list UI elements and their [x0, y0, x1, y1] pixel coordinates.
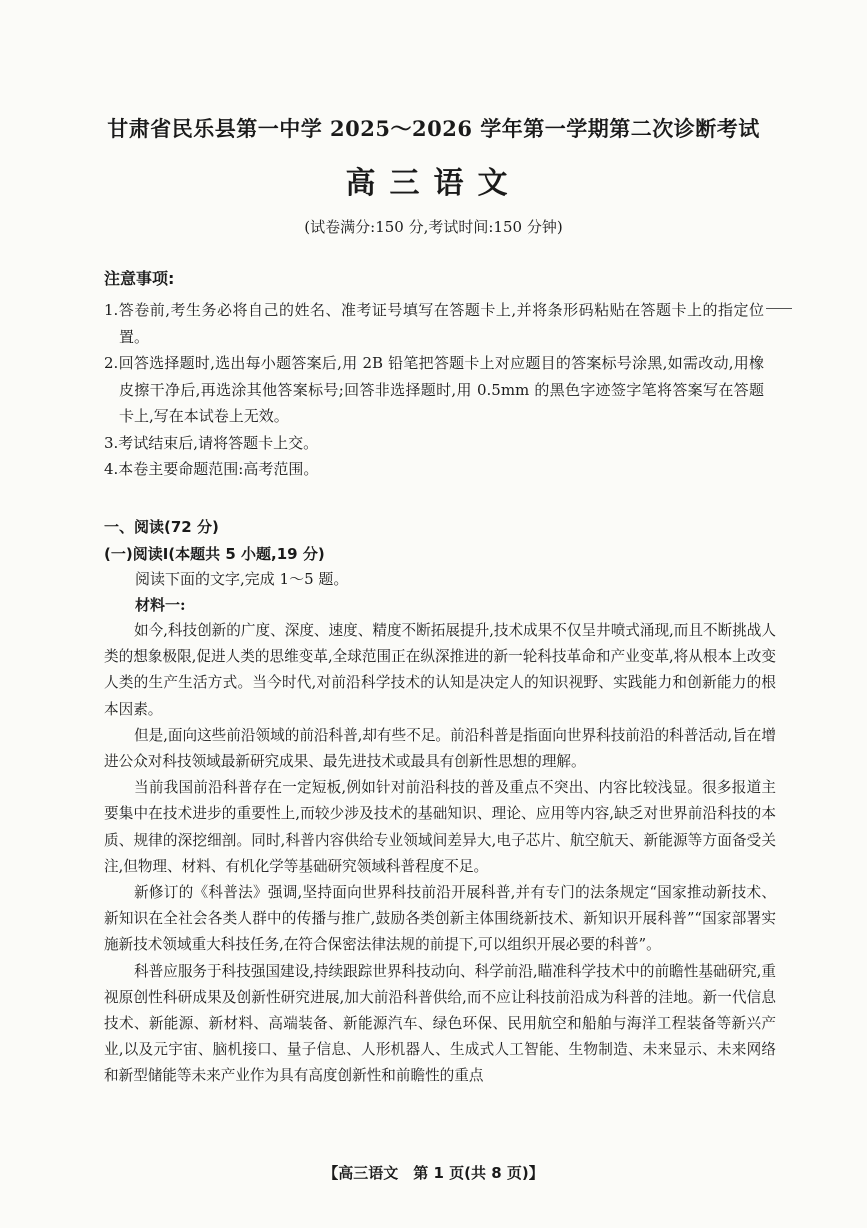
notice-item: 2.回答选择题时,选出每小题答案后,用 2B 铅笔把答题卡上对应题目的答案标号涂黑,如需改动,用橡皮擦干净后,再选涂其他答案标号;回答非选择题时,用 0.5mm 的黑色字迹签字笔将答案写在答题卡上,写在本试卷上无效。 [104, 354, 764, 425]
notice-item: 4.本卷主要命题范围:高考范围。 [104, 460, 319, 478]
material-label: 材料一: [135, 596, 186, 614]
notice-item: 3.考试结束后,请将答题卡上交。 [104, 433, 319, 452]
passage-paragraph: 新修订的《科普法》强调,坚持面向世界科技前沿开展科普,并有专门的法条规定“国家推动新技术、新知识在全社会各类人群中的传播与推广,鼓励各类创新主体围绕新技术、新知识开展科普”“国家部署实施新技术领域重大科技任务,在符合保密法律法规的前提下,可以组织开展必要的科普”。 [104, 884, 776, 954]
reading-instruction: 阅读下面的文字,完成 1～5 题。 [135, 570, 349, 588]
subject-title: 高三语文 [345, 166, 522, 201]
exam-title: 甘肃省民乐县第一中学 2025～2026 学年第一学期第二次诊断考试 [107, 116, 760, 141]
subsection-heading: (一)阅读Ⅰ(本题共 5 小题,19 分) [104, 545, 325, 563]
notice-heading: 注意事项: [104, 269, 175, 288]
passage-paragraph: 如今,科技创新的广度、深度、速度、精度不断拓展提升,技术成果不仅呈井喷式涌现,而且不断挑战人类的想象极限,促进人类的思维变革,全球范围正在纵深推进的新一轮科技革命和产业变革,将从根本上改变人类的生产生活方式。当今时代,对前沿科学技术的认知是决定人的知识视野、实践能力和创新能力的根本因素。 [104, 622, 776, 718]
score-info: (试卷满分:150 分,考试时间:150 分钟) [304, 218, 563, 236]
notice-list [104, 297, 764, 483]
page-footer: 【高三语文 第 1 页(共 8 页)】 [323, 1164, 544, 1182]
section-heading: 一、阅读(72 分) [104, 518, 219, 536]
passage-paragraph: 但是,面向这些前沿领域的前沿科普,却有些不足。前沿科普是指面向世界科技前沿的科普活动,旨在增进公众对科技领域最新研究成果、最先进技术或最具有创新性思想的理解。 [104, 726, 776, 771]
passage-paragraph: 科普应服务于科技强国建设,持续跟踪世界科技动向、科学前沿,瞄准科学技术中的前瞻性基础研究,重视原创性科研成果及创新性研究进展,加大前沿科普供给,而不应让科技前沿成为科普的洼地。新一代信息技术、新能源、新材料、高端装备、新能源汽车、绿色环保、民用航空和船舶与海洋工程装备等新兴产业,以及元宇宙、脑机接口、量子信息、人形机器人、生成式人工智能、生物制造、未来显示、未来网络和新型储能等未来产业作为具有高度创新性和前瞻性的重点 [104, 962, 776, 1085]
scan-mark [766, 308, 792, 309]
notice-item: 1.答卷前,考生务必将自己的姓名、准考证号填写在答题卡上,并将条形码粘贴在答题卡上的指定位置。 [104, 301, 764, 346]
passage-paragraph: 当前我国前沿科普存在一定短板,例如针对前沿科技的普及重点不突出、内容比较浅显。很多报道主要集中在技术进步的重要性上,而较少涉及技术的基础知识、理论、应用等内容,缺乏对世界前沿科技的本质、规律的深挖细剖。同时,科普内容供给专业领域间差异大,电子芯片、航空航天、新能源等方面备受关注,但物理、材料、有机化学等基础研究领域科普程度不足。 [104, 779, 776, 875]
passage [104, 618, 776, 1090]
